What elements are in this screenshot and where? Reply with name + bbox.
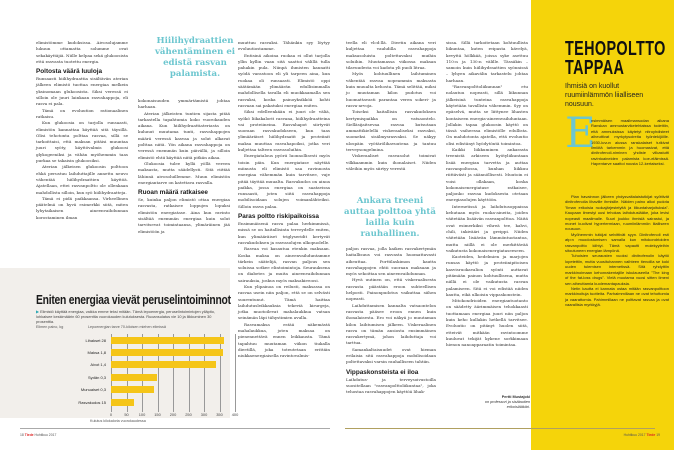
paragraph: nsimmäisen maailmansodan aikana Ranskan ammustarviketehtaissa todettiin, että ammuksissa käytetyt nitroyhdisteet aiheuttivat myrkytysoireita työntekijöille. 1930-luvun alussa ranskalaiset tutkivat ilmiötä tarkemmin ja huomasivat, että dinitrofenoli-niminen yhdiste vilkastutti ravintoaineiden palamista koe-eläimissä. Hapentarve saattoi nousta 12-kertaiseksi. (591, 118, 669, 167)
chart-intro (36, 309, 226, 325)
sidebar-body (565, 194, 669, 308)
chart-y-header: Elimen paino, kg (36, 325, 64, 329)
sidebar-title (565, 40, 666, 78)
paragraph: Aterian jälkeisen glukoosin polttoon ehkä perustuu laihduttajille annettu neuvo vähentää hiilihydraattien käyttöä. Ajatellaan, ettei rasvanpoltto ole ollenkaan mahdollista silloin, kun syö hiilihydraatteja. (36, 164, 128, 195)
chart-bar-row (36, 374, 236, 381)
bar-label: Rasvakudos 15 (78, 400, 106, 405)
bar (111, 361, 216, 368)
bar (111, 349, 223, 356)
paragraph: Kaikki liikkuminen ankarasta treenistä arkiseen hyötyliikuntaan lisää energian tarvetta ja auttaa rasvanpoltossa, kunhan liikkuu riittävästi ja säännöllisesti. Muutoin ei voisi ollakaan, koska kokonaisenergiatase ratkaisee, paljonko rasvaa kudoksesta otetaan energiasolujen käyttöön. (446, 147, 528, 203)
x-tick: 100 (138, 412, 146, 417)
paragraph: Laihdutus- ja terveysoivustoilla suositellaan "rasvanpolttoliikuntaa", joka tehostaa rasvahappojen käyttöä lihak- (346, 376, 436, 395)
paragraph: Tuhoisien seurausten vuoksi dinitrofenolin käyttö lopetettiin, mutta vuosituhannen vaihteen tienoilla se koki uuden tulemisen internetissä. Sitä ryhdyttiin markkinoimaan kehonrakentajille iskulauseella "The king of the fat-loss drugs". Vielä muutama vuosi sitten ilmeni sen aiheuttamia kuolemantapauksia. (565, 253, 669, 286)
paragraph: Mitokondrioiden energiantuotanto on säädetty äärimmäisen tehokkaasti tuottamaan energiaa juuri niin paljon kuin keho kullakin hetkellä tarvitsee. Evoluutio on pitänyt huolen siitä, etteivät mitkään ravintoomme kuuluvat tekijät kykene sorkkimaan hienon nanoapparaatin toimintaa. (446, 298, 528, 348)
paragraph: Kun ylipainoa on reilusti, maksassa on rasvaa usein niin paljon, että se on selvästi suurentunut. Tämä haittaa laihdutusleikkauksia tekeviä kirurgeja, jotka muotoilevat mahalaukkua vatsan seinämän läpi tähystimien avulla. (238, 283, 330, 321)
x-tick: 400 (231, 412, 239, 417)
chart-bar-row (36, 399, 236, 406)
bar (111, 374, 157, 381)
x-tick: 250 (185, 412, 192, 417)
paragraph: Pian havainnon jälkeen yhdysvaltalaistutkijat syöttivät dinitrofenolia lihaville ihmisille. Näiden paino alkoi pudota "ilman erikoisia ruokajärjestelyitä ja liikuntaharjoituksia". Kaupaan ilmestyi uusi tehokas laihdutuslääke, joka levisi nopeasti maailmalle. Suuri joukko ihmisiä sairastui, ja monet kuolivat hypertermiaan, ruumiinlämmön liialliseen nousuun. (565, 194, 669, 232)
paragraph: paljon rasvaa, jolla kaiken rasvakertymän haitallisuus voi rasvasta huomattavasti aiheuttaa. Porttilaskimon kautta rasvahappojen ehtii suoraan maksaan ja myös sekoittaa sen aineenvaihdunnan. (346, 246, 436, 277)
chart-bar-row (36, 337, 236, 344)
bar-label: Munuaiset 0,3 (80, 387, 106, 392)
subheading: Poltosta väärä luuloja (36, 68, 103, 76)
article-column-4b (346, 246, 436, 396)
sidebar-text-start (565, 118, 669, 167)
article-column-5 (446, 40, 528, 349)
paragraph: elimistömme kudoksissa. Aivosolujamme lukuun ottamatta solumme ovat sekakäyttäjiä. Niille kelpaa sekä glukoosista että rasvasta tuotettu energia. (36, 40, 128, 64)
paragraph: Glukoosia tulee kyllä yöllä vereen maksasta, mutta säädellysti. Sitä riittää lähinnä aivosoluillemme. Muun elimistön energiantarve on katettava rasvalla. (138, 160, 230, 185)
paragraph: "Rasvanpolttoliikunnan" etu nolautuu nopeasti, sillä liikunnan jälkeisinä tunteina rasvahappoja käytetään tavallista vähemmin. Syy on epäselvä, mutta se liittynee lihasten kontaiseen energia-aineenvaihduntaan. Jollakin tapaa glukoosin käyttö on tässä vaiheessa elimistölle edullista. On mahdotonta ajatella, että evoluutio olisi edistänyt hyödytöntä toimintoa. (446, 84, 528, 146)
chart-intro-text: Elimistö käyttää energiaa, vaikka emme teksi mitään. Tämä lepoenergia, peruselintoimintojen ylläpito, lohkaisee keskimäärin 60 prosenttia vuorokauden kulutuksesta. Ruoansulatus vie 10 ja liikkuminen 30 prosenttia. (36, 309, 215, 325)
paragraph: Tämä ei pidä paikkaansa. Virheellinen päätelmä on hyvä esimerkki siitä, miten lyhytaikaisen aineenvaihdunnan korostaminen ilman (36, 195, 128, 220)
paragraph: Toiseksi haitallisin rasvakudoksen kertymispaikka on vatsaontelo. Sielläsijaitsevaa rasvaa kutsutaan ammattikielellä viskeraaliseksi rasvaksi, suomeksi sisälmysrasvaksi. Se näkyy ulospäin vyötärölihavuutena ja tantuu terveysongelmina. (346, 109, 436, 153)
bar-label: Lihakset 28 (85, 338, 106, 343)
paragraph: Laihduttamisen kannalta vatsaontelon rasvasta pääsee eroon ennen kuin ihonalaisesta. Ero voi näkyä jo muutaman kilon laihtumisen jälkeen. Viskeraalinen rasva on tämän ansiosta ensimmäinen rasvakertymä, johon laihduttaja voi tarttua. (346, 302, 436, 346)
paragraph: Netin kautta ei kannata ostaa mitään rasvanpolttoon markkinoituja tuotteita. Parhaimmillaan ne ovat tehottomia ja vaarattomia. Pahimmillaan ne polttavat rasvaa ja ovat vaarallisia myrkkyjä. (565, 285, 669, 308)
footer-right (624, 433, 660, 437)
paragraph: Aterian jälkeisten tuntien sijasta pitää tarkastella tapahtumia koko vuorokauden aikana. Kun hiilihydraattiateriasta on kulunut muutama tunti, rasvahappojen määrä veressä kasvaa ja solut alkavat polttaa niitä. Yön aikana rasvahappoja on veressä enemmän kuin päivällä, ja silloin elimistö ehtii käyttää niitä pitkän aikaa. (138, 110, 230, 160)
bar (111, 337, 224, 344)
paragraph: kokonaisuuden ymmärtämistä johtaa harhaan. (138, 98, 230, 110)
bar (111, 386, 154, 393)
paragraph: Rasvaa voi kasautua etenkin maksaan. Koska maksa on aineenvaihduntamme tärkein säätelijä, rasvan paljous sen soluissa sotkee elintoimintoja. Seurauksena on diabetes ja muita aineenvaihdunnan sairauksia, joskus myös maksakirroosi. (238, 246, 330, 283)
sidebar-title-line: TAPPAA (565, 57, 625, 79)
paragraph: muuttuu rasvaksi. Tähänkin syy löytyy evoluutiostamme. (238, 40, 330, 52)
paragraph: Hyvä uutinen on, että viskeraalisesta rasvasta päästään eroon suhteellisen helposti. Painonpudotus vaikuttaa siihen nopeasti. (346, 277, 436, 302)
paragraph: Runsaasti hiilihydraattia sisältävän aterian jälkeen elimistö tuottaa energiaa melkein yksinomaan glukoosista. Siksi veressä ei silloin ole juuri lainkaan rasvahappoja, eli rasva ei pala. (36, 76, 128, 107)
paragraph: Siksi edelleenkään ei juuri ole väliä, syökö liikakalorit rasvana, hiilihydraatteina vai proteiineina. Rasvahapot siirtyvät suoraan rasvakudokseen, kun taas ylimääräiset hiilihydraatit ja proteiinit maksa muuttaa rasvahapoiksi, jotka veri kuljettaa talteen rasvasoluihin. (238, 109, 330, 153)
chart-series-header: Lepoenergian tarve 70-kiloisen miehen elimissä (88, 325, 166, 329)
paragraph: Se, kuinka paljon elimistö ottaa energiaa rasvasta, ratkaisee loppujen lopuksi elimistön energiatase. Aina kun ravinto sisältää enemmän energiaa kuin solut tarvitsevat toimintaansa, ylimäräinen jää elimistöön ja (138, 197, 230, 234)
chart-bar-row (36, 349, 236, 356)
paragraph: Rasvamaksa estää näkemästä mahalaukkua, joten maksaa on pienennettävä ennen leikkausta. Tämä tapahtuu muutaman viikon tiukalla dieetillä, joka toteutetaan erittäin niukkaenergiaisella ravintovalmis- (238, 321, 330, 359)
paragraph: Tämä on evoluution rationaalinen ratkaisu. (36, 107, 128, 119)
bar (111, 399, 134, 406)
bar-label: Aivot 1,4 (90, 362, 106, 367)
article-column-2 (138, 98, 230, 235)
arrow-icon: ▶ (36, 309, 41, 314)
paragraph: Internetissä ja laihdutusoppaissa kehutaan myös ruoka-aineita, joiden väitetään lisäävän rasvanpolttoa. Näitä ovat esimerkiksi vihreä tee, kahvi, chili, inkivääri ja greippi. Niiden väitetään lisäävän lämmöntuotantoa, mutta niillä ei ole merkittävää vaikutusta kokonaisenergiataseeseen. (446, 203, 528, 253)
author-name: Pertti Mustajoki (501, 395, 530, 399)
subheading: Paras poltto riskipaikoissa (238, 213, 319, 221)
paragraph: Myös kohtuullinen laihtuminen vähentää rasvaa nopeammin maksasta kuin muualta kehosta. Tämä selittää, miksi jo muutaman kilon pudotus voi huomattavasti parantaa veren sokeri- ja rasva-arvoja. (346, 71, 436, 108)
issue-date: Huhtikuu 2017 (623, 433, 646, 437)
x-tick: 0 (109, 412, 113, 417)
footer-left (20, 433, 56, 437)
subheading: Ruoan määrä ratkaisee (138, 189, 208, 197)
chart-bar-row (36, 361, 236, 368)
x-tick: 200 (169, 412, 177, 417)
issue-date: Huhtikuu 2017 (34, 433, 57, 437)
brand-name: Tiede (646, 433, 656, 437)
x-tick: 350 (216, 412, 223, 417)
article-column-3 (238, 40, 330, 360)
bar-label: Maksa 1,8 (87, 350, 106, 355)
paragraph: Kaoteiden, hedelmien ja marjojen runsas käyttö ja proteiinipitoisen kasvisruokavalion syönti auttavat pitämään painon kohtuullisena, mutta niillä ei ole vaikutusta rasvan palamiseen. Sitä ei voi edistää niiden kautta, eikä ulkoisin vippaskonstein. (446, 254, 528, 297)
bar-label: Sydän 0,3 (87, 375, 106, 380)
author-signature (460, 395, 530, 410)
pull-quote: Ankara treeni auttaa polttoa yhtä lailla kuin rauhallinen. (344, 196, 436, 239)
page-number: 19 (656, 433, 660, 437)
pull-quote: Hiilihydraattien vähentäminen ei edistä rasvan palamista. (154, 36, 236, 79)
x-axis-label: Kulutus kilokaloria vuorokaudessa (90, 419, 146, 423)
article-column-4 (346, 40, 436, 172)
paragraph: Kun glukoosia on tarjolla runsaasti, elimistön kannattaa käyttää sitä täysillä. Olisi tehotonta polttaa rasvaa, sillä se tarkoittaisi, että maksan pitäisi muuntaa juuri syöty, käyttövalmis glukoosi glykogeeniksi ja vähän myöhemmin taas purkaa se takaisin glukoosiksi. (36, 120, 128, 164)
paragraph: Myöhemmin tutkijat selvittivät syyn. Dinitrofenoli esti atp:n muodostumisen samalla kun mitokondrioiden rasvanpoltto kiihtyi. Tämä vapautti molekyyleihin sitoutuneen energian lämpönä. (565, 231, 669, 254)
article-column-1 (36, 40, 128, 221)
paragraph: teella eli vlcd:llä. Dieetin aikana veri kuljettaa vauhdilla rasvahappoja maksasoluista poltettavaksi muihin soluihin. Muutamassa viikossa maksan tilavuudesta voi kadota yli puoli litraa. (346, 40, 436, 71)
paragraph: Ensimmäisenä rasva palaa herkimmissä, missä se on haitallisinta terveydelle eniten, kun ylimääräiset triglyseridit kertyvät rasvakudoksen ja rasvasolujen ulkopuolelle. (238, 221, 330, 245)
x-tick: 150 (154, 412, 161, 417)
sidebar-subtitle: Ihmisiä on kuollut ruumiinlämmön liialliseen nousuun. (565, 83, 644, 108)
paragraph: Samankaltaisuudet ovat hieman erilaisia sitä rasvahappoja mobilisoidaan poltettavaksi varsin rauhalliseen tahtiin. (346, 346, 436, 365)
divider (20, 428, 330, 429)
divider (345, 428, 655, 429)
x-tick: 300 (200, 412, 208, 417)
dropcap: E (565, 108, 596, 157)
author-role: erikoislääkäri. (506, 405, 530, 409)
sidebar-title-line: TEHOPOLTTO (565, 38, 666, 60)
x-tick: 50 (124, 412, 129, 417)
paragraph: Energiatalous pyörii luonnollisesti myös toisin päin. Kun energiatase näyttää miinusta eli elimistö saa ravinnosta energiaa vähemmän kuin tarvitsee, vaje pitää täyttää muualta. Rasvakudos on ainoa paikka, jossa energiaa on saatavissa runsaasti, joten siitä rasvahappoja mobilisoidaan solujen voimanlähteiksi. Silloin rasva palaa. (238, 153, 330, 209)
paragraph: sissa. Sillä tarkoitetaan kohtuullista liikuntaa, kuten reipasta kävelyä, kevyttä hölkkää, joissa syke asettuu 110:n ja 130:n välille. Tässäkin – samoin kuin hiilihydraattien syönnissä – lyhyen aikavälin tarkastelu johtaa harhaan. (446, 40, 528, 83)
page-number: 18 (20, 433, 24, 437)
paragraph: Viskeraaliset rasvasolut toimivat vilkkaammin kuin ihonalaiset. Niiden väleihin myös siirtyy verestä (346, 153, 436, 171)
author-role: on professori ja sisätautien (484, 400, 530, 404)
paragraph: Entisinä aikoina ruokaa ei ollut tarjolla yllin kyllin vaan sitä saattoi välillä tulla pahakin pula. Niinpä ihmisten kannatti syödä varastoon eli yli tarpeen aina, kun ruokaa oli runsaasti. Elimistö oppi säätämään ylimäärän edullisimmalla mahdollisella tavalla eli muokkaamalla sen rasvaksi, koska painoyksikköä kohti rasvaan sai pakatuksi energiaa eniten. (238, 52, 330, 108)
chart-title: Eniten energiaa vievät peruselintoiminnot (36, 293, 231, 307)
brand-name: Tiede (24, 433, 34, 437)
subheading: Vippaskonsteista ei iloa (346, 368, 419, 376)
chart-bar-row (36, 386, 236, 393)
